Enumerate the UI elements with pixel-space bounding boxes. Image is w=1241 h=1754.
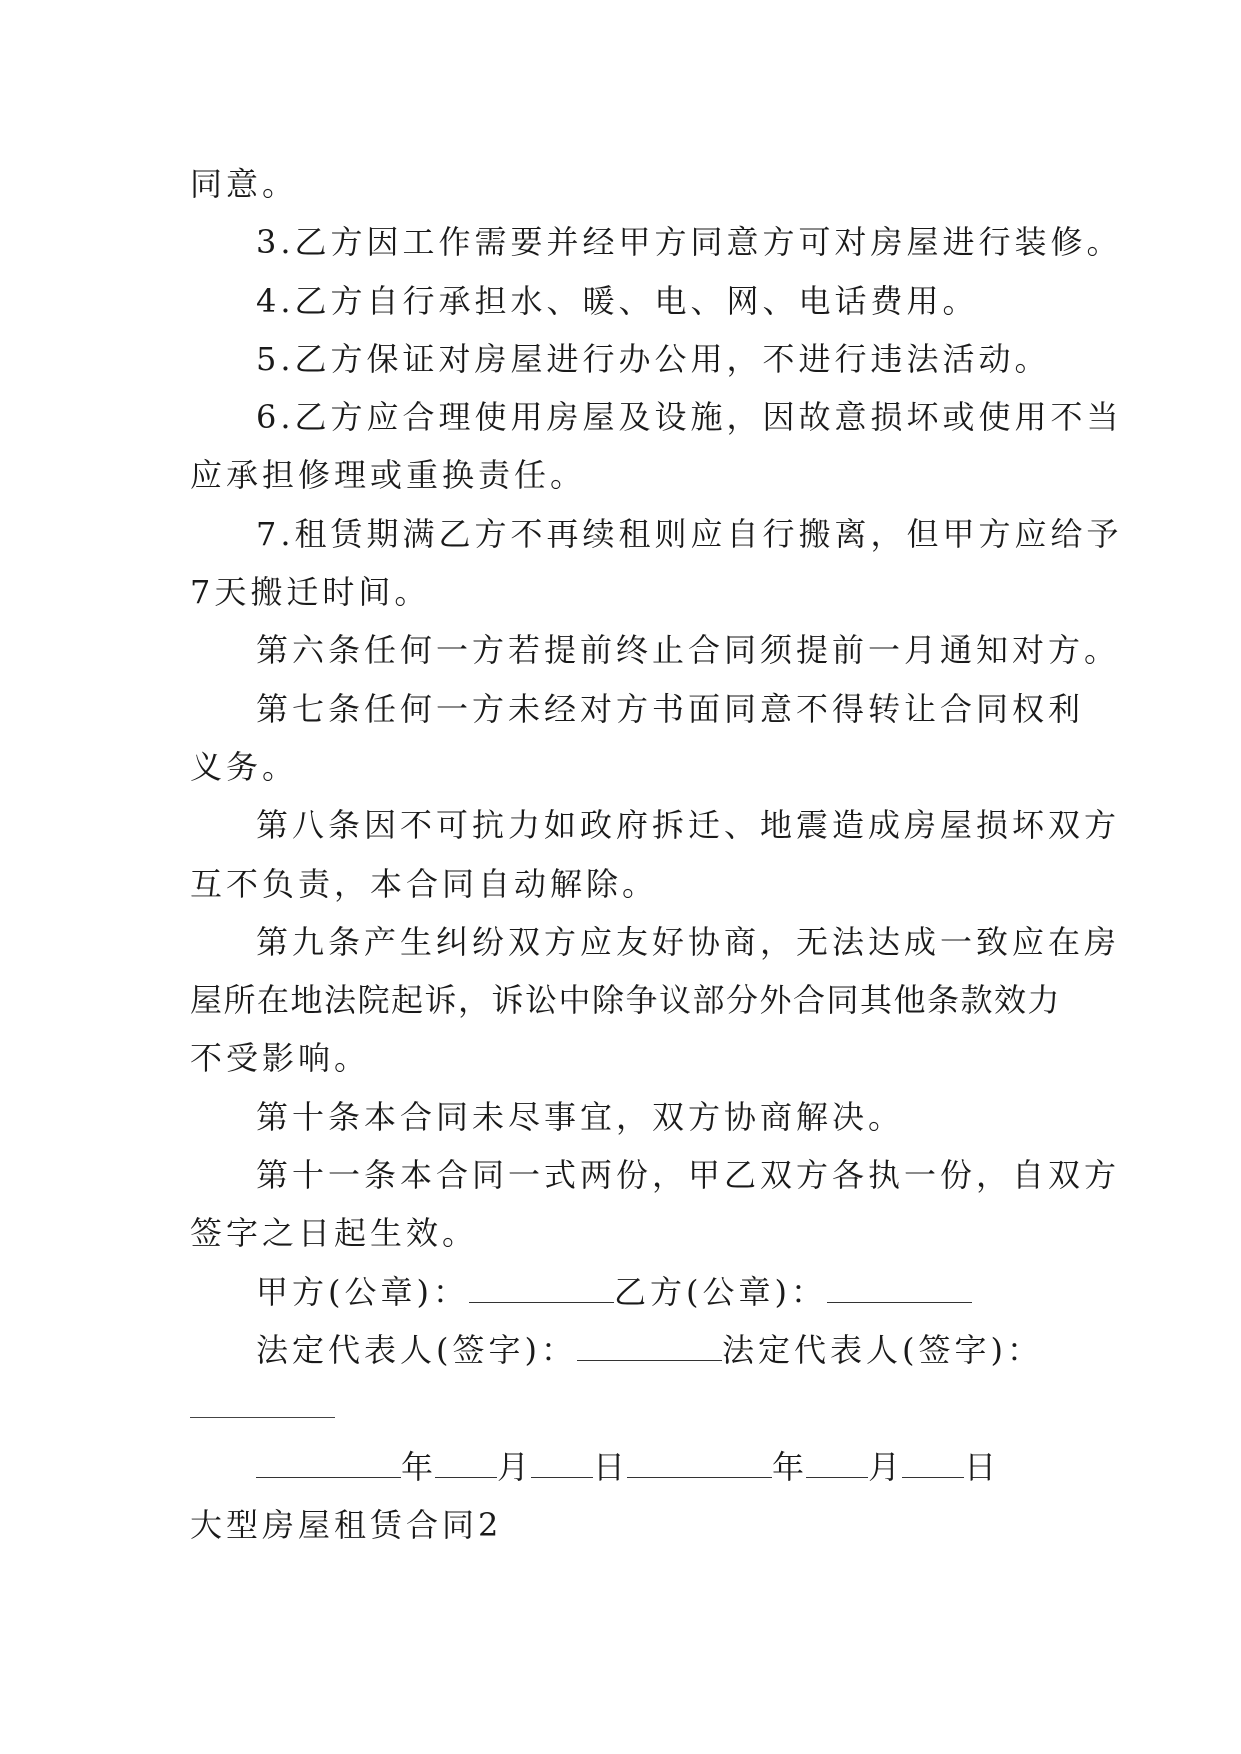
article-8: 第八条因不可抗力如政府拆迁、地震造成房屋损坏双方	[256, 806, 1121, 845]
text-line: 不受影响。	[190, 1039, 371, 1078]
rep-b-sign-blank-line	[190, 1379, 1070, 1437]
article-10: 第十条本合同未尽事宜，双方协商解决。	[256, 1097, 905, 1136]
contract-text	[190, 155, 1123, 1554]
clause-3: 3.乙方因工作需要并经甲方同意方可对房屋进行装修。	[256, 223, 1123, 262]
month-blank-a	[435, 1445, 497, 1478]
text-line: 义务。	[190, 747, 299, 786]
text-line: 同意。	[190, 165, 299, 203]
text-line: 7天搬迁时间。	[190, 573, 431, 612]
article-11: 第十一条本合同一式两份，甲乙双方各执一份，自双方	[256, 1156, 1121, 1195]
year-label-a: 年	[401, 1447, 436, 1486]
rep-sign-line	[190, 1321, 1070, 1379]
clause-6: 6.乙方应合理使用房屋及设施，因故意损坏或使用不当	[256, 398, 1123, 437]
clause-4: 4.乙方自行承担水、暖、电、网、电话费用。	[256, 281, 979, 320]
text-line: 屋所在地法院起诉，诉讼中除争议部分外合同其他条款效力	[190, 981, 1062, 1020]
year-blank-b	[627, 1445, 772, 1478]
text-line: 互不负责，本合同自动解除。	[190, 864, 659, 903]
month-label-b: 月	[868, 1447, 903, 1486]
party-b-seal-blank	[827, 1270, 972, 1303]
party-b-seal-label: 乙方(公章)：	[613, 1272, 827, 1311]
day-blank-a	[531, 1445, 593, 1478]
text-line: 签字之日起生效。	[190, 1214, 479, 1253]
seal-line	[190, 1263, 1070, 1321]
rep-a-sign-label: 法定代表人(签字)：	[256, 1330, 577, 1369]
rep-a-sign-blank	[577, 1328, 722, 1361]
year-blank-a	[256, 1445, 401, 1478]
clause-7: 7.租赁期满乙方不再续租则应自行搬离，但甲方应给予	[256, 514, 1123, 553]
article-7: 第七条任何一方未经对方书面同意不得转让合同权利	[256, 689, 1085, 728]
rep-b-sign-blank	[190, 1417, 335, 1418]
date-line	[190, 1438, 1070, 1496]
article-9: 第九条产生纠纷双方应友好协商，无法达成一致应在房	[256, 922, 1121, 961]
next-contract-title: 大型房屋租赁合同2	[190, 1505, 503, 1544]
article-6: 第六条任何一方若提前终止合同须提前一月通知对方。	[256, 631, 1121, 670]
clause-5: 5.乙方保证对房屋进行办公用，不进行违法活动。	[256, 339, 1051, 378]
month-blank-b	[806, 1445, 868, 1478]
day-blank-b	[902, 1445, 964, 1478]
rep-b-sign-label: 法定代表人(签字)：	[721, 1330, 1043, 1369]
party-a-seal-label: 甲方(公章)：	[256, 1272, 469, 1311]
party-a-seal-blank	[469, 1270, 614, 1303]
text-line: 应承担修理或重换责任。	[190, 456, 587, 495]
month-label-a: 月	[497, 1447, 532, 1486]
year-label-b: 年	[772, 1447, 807, 1486]
day-label-b: 日	[964, 1447, 999, 1486]
day-label-a: 日	[593, 1447, 628, 1486]
